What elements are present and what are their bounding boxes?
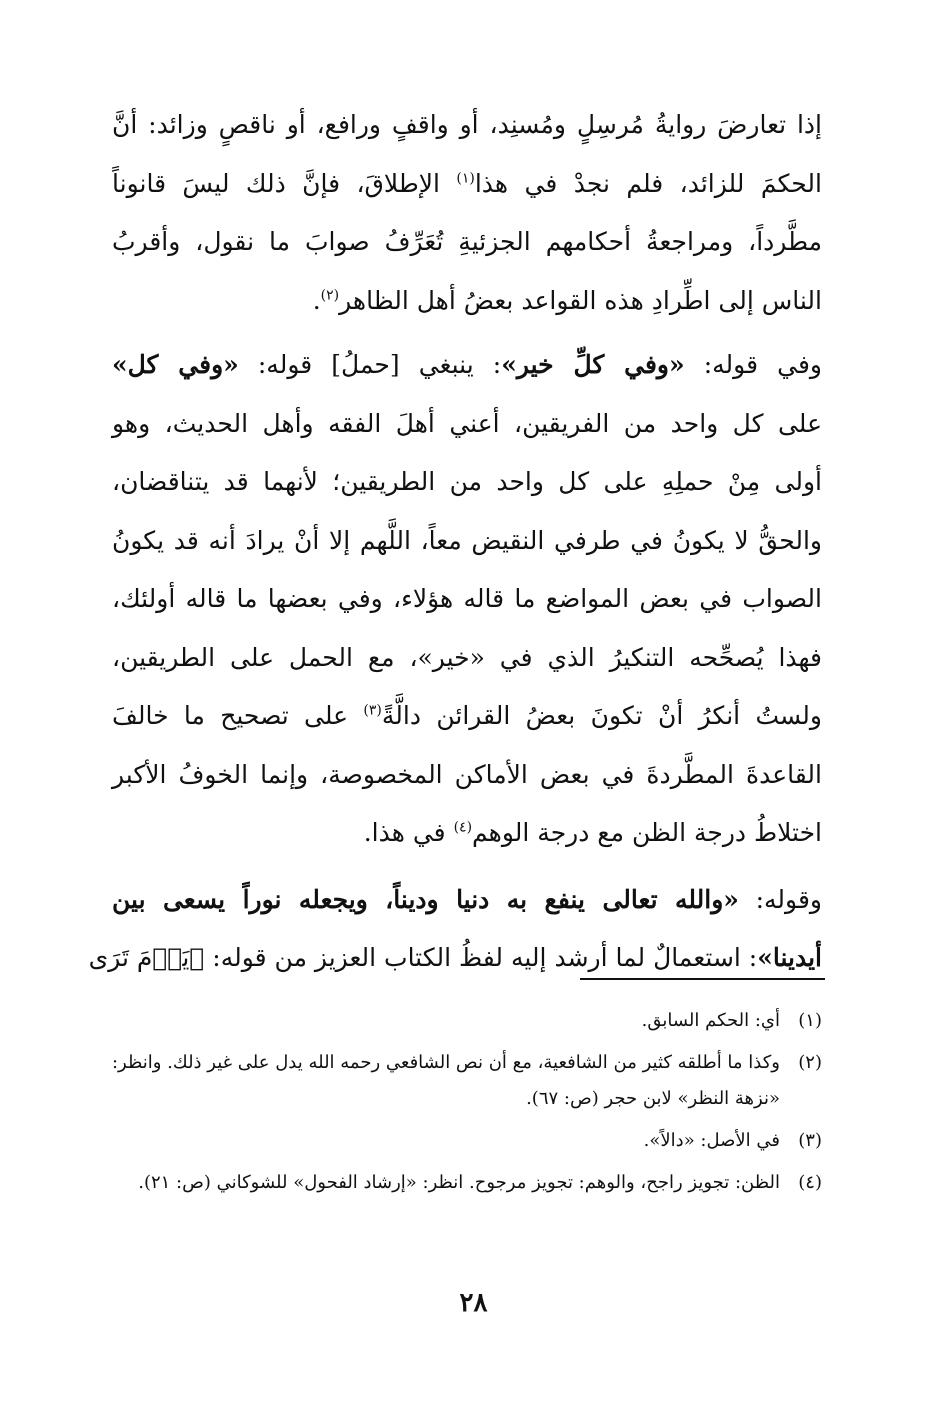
footnote-number: (١) — [798, 1010, 822, 1031]
quoted-phrase: «وفي كلِّ خير» — [501, 350, 685, 379]
main-text — [88, 96, 822, 988]
text-line: فهذا يُصحِّحه التنكيرُ الذي في «خير»، مع الحمل على الطريقين، — [112, 642, 822, 672]
text-line: مطَّرداً، ومراجعةُ أحكامهم الجزئيةِ تُعَرِّفُ صوابَ ما نقول، وأقربُ — [112, 227, 822, 256]
paragraph-3 — [88, 871, 822, 988]
text-segment: ولستُ أنكرُ أنْ تكونَ بعضُ القرائن دالَّةً — [381, 701, 822, 730]
text-segment: وفي قوله: — [684, 350, 822, 379]
text-segment: الناس إلى اطِّرادِ هذه القواعد بعضُ أهل الظاهر — [339, 285, 822, 315]
footnote-2 — [112, 1045, 822, 1117]
footnote-number: (٣) — [798, 1130, 822, 1151]
footnote-1 — [112, 1003, 822, 1039]
footnote-ref-3[interactable]: (٣) — [363, 702, 382, 719]
text-line — [112, 155, 822, 214]
footnote-ref-2[interactable]: (٢) — [320, 287, 340, 304]
footnote-text: أي: الحكم السابق. — [641, 1010, 780, 1031]
text-segment: وقوله: — [738, 884, 822, 914]
text-line: إذا تعارضَ روايةُ مُرسِلٍ ومُسنِد، أو واقفٍ ورافع، أو ناقصٍ وزائد: أنَّ — [112, 110, 822, 139]
footnote-ref-4[interactable]: (٤) — [453, 819, 473, 836]
text-line — [112, 336, 822, 395]
footnote-text: وكذا ما أطلقه كثير من الشافعية، مع أن نص الشافعي رحمه الله يدل على غير ذلك. وانظر: «نزهة النظر» لابن حجر (ص: ٦٧). — [111, 1052, 780, 1109]
footnote-text: في الأصل: «دالاً». — [643, 1130, 780, 1151]
footnote-number: (٢) — [798, 1052, 822, 1073]
footnote-separator — [580, 978, 825, 980]
footnote-text: الظن: تجويز راجح، والوهم: تجويز مرجوح. انظر: «إرشاد الفحول» للشوكاني (ص: ٢١). — [138, 1172, 780, 1193]
footnote-4 — [112, 1165, 822, 1201]
text-line: على كل واحد من الفريقين، أعني أهلَ الفقه وأهل الحديث، وهو — [112, 408, 822, 438]
footnote-ref-1[interactable]: (١) — [456, 170, 475, 187]
text-line — [112, 804, 822, 863]
quoted-phrase: «والله تعالى ينفع به دنيا وديناً، ويجعله نوراً يسعى بين — [112, 884, 739, 914]
text-line: الصواب في بعض المواضع ما قاله هؤلاء، وفي بعضها ما قاله أولئك، — [112, 584, 822, 613]
text-segment: اختلاطُ درجة الظن مع درجة الوهم — [472, 818, 822, 847]
page-number: ٢٨ — [459, 1288, 488, 1318]
paragraph-1 — [112, 96, 822, 330]
text-segment: في هذا. — [363, 818, 454, 847]
text-line — [112, 687, 822, 746]
footnote-3 — [112, 1123, 822, 1159]
text-segment: الإطلاقَ، فإنَّ ذلك ليسَ قانوناً — [112, 168, 457, 198]
text-line — [112, 272, 822, 331]
quoted-phrase: أيدينا» — [757, 943, 822, 972]
text-segment: على تصحيح ما خالفَ — [112, 701, 364, 730]
text-segment: : ينبغي [حملُ] قوله: — [238, 350, 502, 379]
footnote-number: (٤) — [798, 1172, 822, 1193]
footnotes — [112, 1003, 822, 1207]
quoted-phrase: «وفي كل» — [112, 350, 239, 379]
quran-quote: ﴿يَوۡمَ تَرَى — [88, 943, 205, 972]
text-segment: الحكمَ للزائد، فلم نجدْ في هذا — [474, 168, 822, 198]
text-segment: . — [312, 285, 321, 315]
paragraph-2 — [112, 336, 822, 863]
text-line: والحقُّ لا يكونُ في طرفي النقيض معاً، اللَّهم إلا أنْ يرادَ أنه قد يكونُ — [112, 525, 822, 555]
text-segment: : استعمالٌ لما أرشد إليه لفظُ الكتاب العزيز من قوله: — [204, 943, 758, 972]
text-line: أولى مِنْ حملِهِ على كل واحد من الطريقين؛ لأنهما قد يتناقضان، — [112, 467, 822, 496]
text-line: القاعدةَ المطَّردةَ في بعض الأماكن المخصوصة، وإنما الخوفُ الأكبر — [112, 759, 822, 789]
text-line — [112, 871, 822, 930]
